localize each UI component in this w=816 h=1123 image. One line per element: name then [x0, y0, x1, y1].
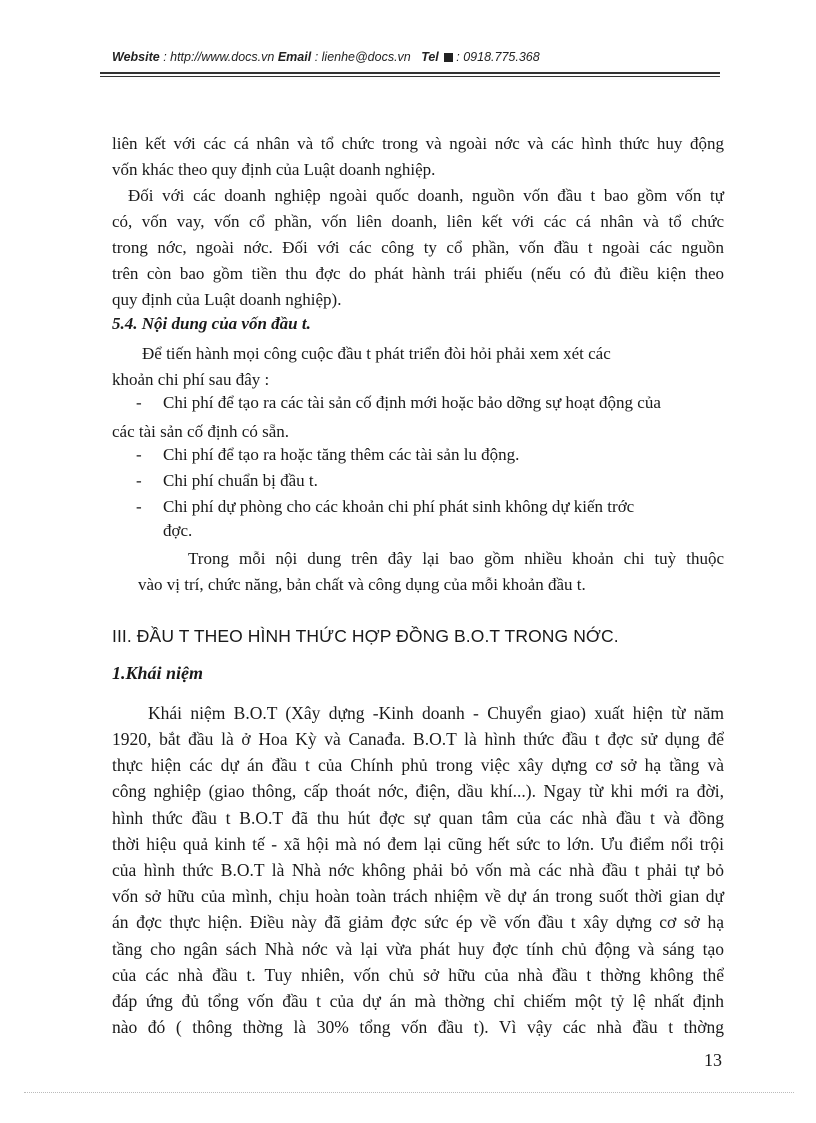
text-line: liên kết với các cá nhân và tổ chức trong và ngoài nớc và các hình thức huy động [112, 134, 724, 153]
paragraph-5 [148, 700, 724, 726]
text-line: đáp ứng đủ tổng vốn đầu t của dự án mà thờng chỉ chiếm một tỷ lệ nhất định [112, 991, 724, 1012]
bullet-item: Chi phí để tạo ra hoặc tăng thêm các tài sản lu động. [163, 445, 520, 464]
paragraph-2-cont [112, 209, 724, 313]
phone-icon [444, 53, 453, 62]
tel-label: Tel [421, 50, 439, 64]
bullet-dash: - [136, 471, 142, 490]
bullet-item: Chi phí để tạo ra các tài sản cố định mới hoặc bảo dỡng sự hoạt động của [163, 393, 661, 412]
bullet-item-cont: đợc. [163, 521, 193, 540]
section-heading-5-4: 5.4. Nội dung của vốn đầu t. [112, 314, 311, 333]
paragraph-4-cont [138, 572, 698, 598]
text-line: hình thức đầu t B.O.T đã thu hút đợc sự quan tâm của các nhà đầu t và đồng [112, 807, 724, 828]
text-line: 1920, bắt đầu là ở Hoa Kỳ và Canađa. B.O.T là hình thức đầu t đợc sử dụng để [112, 729, 724, 749]
section-heading-III: III. ĐẦU T THEO HÌNH THỨC HỢP ĐỒNG B.O.T TRONG NỚC. [112, 626, 619, 646]
bullet-item-cont: các tài sản cố định có sẵn. [112, 422, 290, 441]
text-line: Khái niệm B.O.T (Xây dựng -Kinh doanh - Chuyển giao) xuất hiện từ năm [148, 703, 724, 723]
text-line: trên còn bao gồm tiền thu đợc do phát hành trái phiếu (nếu có đủ điều kiện theo [112, 264, 724, 283]
paragraph-5-cont [112, 726, 724, 1040]
page-number: 13 [704, 1050, 722, 1070]
text-line: vốn khác theo quy định của Luật doanh nghiệp. [112, 160, 436, 179]
bullet-dash: - [136, 393, 142, 412]
tel-value: : 0918.775.368 [456, 50, 540, 64]
bullet-item: Chi phí chuẩn bị đầu t. [163, 471, 318, 490]
text-line: thực hiện các dự án đầu t của Chính phủ trong việc xây dựng cơ sở hạ tầng và [112, 755, 724, 776]
page-header [112, 50, 712, 64]
text-line: nào đó ( thông thờng là 30% tổng vốn đầu t). Vì vậy các nhà đầu t thờng [112, 1017, 724, 1038]
text-line: của hình thức B.O.T là Nhà nớc không phải bỏ vốn mà các nhà đầu t phải tự bỏ [112, 860, 724, 881]
website-value: : http://www.docs.vn [163, 50, 275, 64]
text-line: trong nớc, ngoài nớc. Đối với các công ty cổ phần, vốn đầu t ngoài các nguồn [112, 238, 724, 257]
text-line: Trong mỗi nội dung trên đây lại bao gồm nhiều khoản chi tuỳ thuộc [188, 549, 724, 568]
text-line: công nghiệp (giao thông, cấp thoát nớc, điện, dầu khí...). Ngay từ khi mới ra đời, [112, 781, 724, 802]
text-line: thời hiệu quả kinh tế - xã hội mà nó đem lại cũng hết sức to lớn. Ưu điểm nổi trội [112, 833, 724, 854]
paragraph-2 [128, 183, 724, 209]
section-heading-1: 1.Khái niệm [112, 663, 204, 683]
text-line: án đợc thực hiện. Điều này đã giảm đợc sức ép về vốn đầu t xây dựng cơ sở hạ [112, 912, 724, 933]
header-rule-thin [100, 76, 720, 77]
header-rule [100, 72, 720, 74]
text-line: khoản chi phí sau đây : [112, 370, 270, 389]
email-label: Email [277, 50, 312, 64]
text-line: của các nhà đầu t. Tuy nhiên, vốn chủ sở hữu của nhà đầu t thờng không thể [112, 964, 724, 985]
paragraph-3 [142, 341, 611, 367]
bullet-dash: - [136, 445, 142, 464]
website-label: Website [112, 50, 160, 64]
text-line: quy định của Luật doanh nghiệp). [112, 290, 342, 309]
text-line: vào vị trí, chức năng, bản chất và công dụng của mỗi khoản đầu t. [138, 575, 586, 594]
text-line: có, vốn vay, vốn cổ phần, vốn liên doanh, liên kết với các cá nhân và tổ chức [112, 212, 724, 231]
footer-divider [24, 1092, 794, 1093]
text-line: Để tiến hành mọi công cuộc đầu t phát triển đòi hỏi phải xem xét các [142, 344, 611, 363]
paragraph-1 [112, 131, 724, 183]
text-line: vốn sở hữu của mình, chịu hoàn toàn trách nhiệm về dự án trong suốt thời gian dự [112, 886, 724, 907]
text-line: Đối với các doanh nghiệp ngoài quốc doanh, nguồn vốn đầu t bao gồm vốn tự [128, 186, 724, 205]
email-value: : lienhe@docs.vn [314, 50, 411, 64]
paragraph-4 [188, 546, 724, 572]
text-line: tầng cho ngân sách Nhà nớc và lại vừa phát huy đợc tính chủ động và sáng tạo [112, 938, 724, 959]
bullet-item: Chi phí dự phòng cho các khoản chi phí phát sinh không dự kiến trớc [163, 497, 635, 516]
bullet-dash: - [136, 497, 142, 516]
paragraph-3-cont [112, 367, 724, 393]
